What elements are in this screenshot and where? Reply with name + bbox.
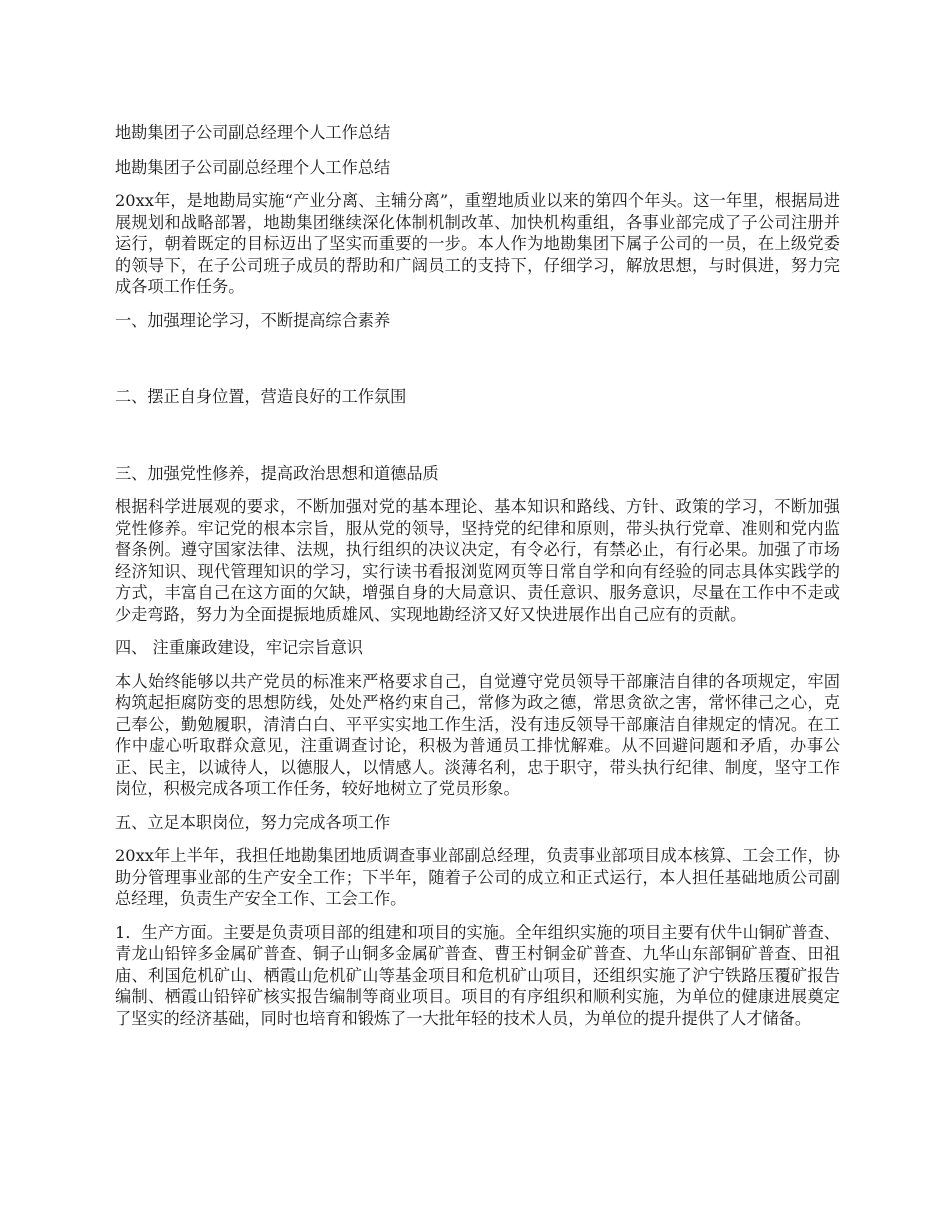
section-heading-2: 二、摆正自身位置，营造良好的工作氛围 (115, 387, 407, 406)
section-4-paragraph: 本人始终能够以共产党员的标准来严格要求自己，自觉遵守党员领导干部廉洁自律的各项规定，牢固构筑起拒腐防变的思想防线，处处严格约束自己，常修为政之德，常思贪欲之害，常怀律己之心，克己奉公，勤勉履职，清清白白、平平实实地工作生活，没有违反领导干部廉洁自律规定的情况。在工作中虚心听取群众意见，注重调查讨论，积极为普通员工排忧解难。从不回避问题和矛盾，办事公正、民主，以诚待人，以德服人，以情感人。淡薄名利，忠于职守，带头执行纪律、制度，坚守工作岗位，积极完成各项工作任务，较好地树立了党员形象。 (115, 671, 840, 798)
section-heading-4: 四、 注重廉政建设，牢记宗旨意识 (115, 638, 363, 657)
document-page (115, 122, 840, 1041)
section-heading-3: 三、加强党性修养，提高政治思想和道德品质 (115, 463, 439, 483)
document-title: 地勘集团子公司副总经理个人工作总结 (115, 123, 391, 142)
section-5-paragraph: 20xx年上半年，我担任地勘集团地质调查事业部副总经理，负责事业部项目成本核算、工会工作，协助分管理事业部的生产安全工作；下半年，随着子公司的成立和正式运行，本人担任基础地质公司副总经理，负责生产安全工作、工会工作。 (115, 846, 840, 908)
section-heading-1: 一、加强理论学习，不断提高综合素养 (115, 310, 391, 330)
intro-paragraph: 20xx年，是地勘局实施“产业分离、主辅分离”，重塑地质业以来的第四个年头。这一年里，根据局进展规划和战略部署，地勘集团继续深化体制机制改革、加快机构重组，各事业部完成了子公司注册并运行，朝着既定的目标迈出了坚实而重要的一步。本人作为地勘集团下属子公司的一员，在上级党委的领导下，在子公司班子成员的帮助和广阔员工的支持下，仔细学习，解放思想，与时俱进，努力完成各项工作任务。 (115, 191, 840, 296)
section-5-item-1: 1．生产方面。主要是负责项目部的组建和项目的实施。全年组织实施的项目主要有伏牛山铜矿普查、青龙山铅锌多金属矿普查、铜子山铜多金属矿普查、曹王村铜金矿普查、九华山东部铜矿普查、田祖庙、利国危机矿山、栖霞山危机矿山等基金项目和危机矿山项目，还组织实施了沪宁铁路压覆矿报告编制、栖霞山铅锌矿核实报告编制等商业项目。项目的有序组织和顺利实施，为单位的健康进展奠定了坚实的经济基础，同时也培育和锻炼了一大批年轻的技术人员，为单位的提升提供了人才储备。 (115, 922, 840, 1028)
section-heading-5: 五、立足本职岗位，努力完成各项工作 (115, 812, 391, 832)
section-3-paragraph: 根据科学进展观的要求，不断加强对党的基本理论、基本知识和路线、方针、政策的学习，不断加强党性修养。牢记党的根本宗旨，服从党的领导，坚持党的纪律和原则，带头执行党章、准则和党内监督条例。遵守国家法律、法规，执行组织的决议决定，有令必行，有禁必止，有行必果。加强了市场经济知识、现代管理知识的学习，实行读书看报浏览网页等日常自学和向有经验的同志具体实践学的方式，丰富自己在这方面的欠缺，增强自身的大局意识、责任意识、服务意识，尽量在工作中不走或少走弯路，努力为全面提振地质雄风、实现地勘经济又好又快进展作出自己应有的贡献。 (115, 497, 840, 624)
document-subtitle: 地勘集团子公司副总经理个人工作总结 (115, 157, 391, 177)
